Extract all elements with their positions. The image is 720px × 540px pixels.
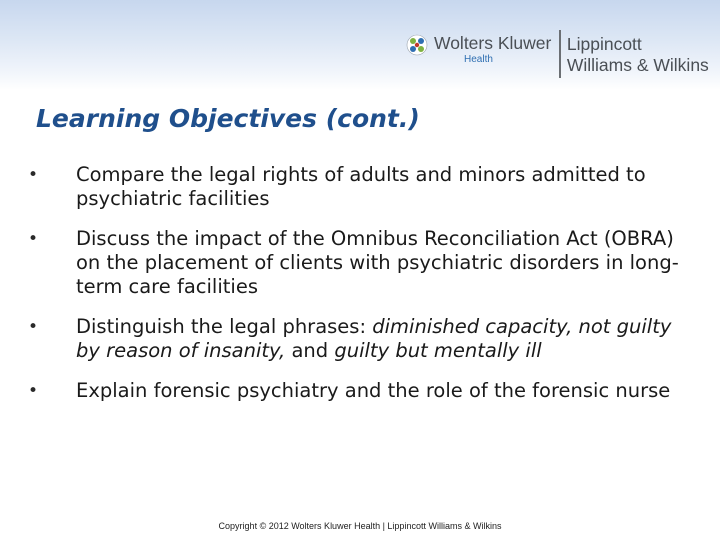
logo-publisher-line1: Lippincott xyxy=(566,34,642,54)
logo-divider xyxy=(559,30,561,78)
list-item xyxy=(0,379,720,403)
list-item-text-middle: and xyxy=(285,339,335,362)
logo-company-name: Wolters Kluwer xyxy=(434,33,552,53)
list-item-text: Explain forensic psychiatry and the role of the forensic nurse xyxy=(76,379,671,402)
list-item-italic-phrase: guilty but mentally ill xyxy=(334,339,542,362)
list-item xyxy=(0,315,720,363)
slide-title: Learning Objectives (cont.) xyxy=(36,104,420,133)
list-item-text-prefix: Distinguish the legal phrases: xyxy=(76,315,373,338)
copyright-footer: Copyright © 2012 Wolters Kluwer Health | Lippincott Williams & Wilkins xyxy=(218,521,502,531)
publisher-logo xyxy=(406,30,709,80)
list-item-text: Discuss the impact of the Omnibus Reconciliation Act (OBRA) on the placement of clients with psychiatric disorders in long-term care facilities xyxy=(76,227,679,298)
list-item xyxy=(0,227,720,299)
bullet-icon: • xyxy=(28,317,39,337)
logo-division: Health xyxy=(464,54,493,65)
logo-publisher-line2: Williams & Wilkins xyxy=(566,55,709,75)
list-item-text xyxy=(76,315,671,362)
bullet-icon: • xyxy=(28,165,39,185)
bullet-icon: • xyxy=(28,381,39,401)
list-item-italic-phrases: diminished capacity, not guilty by reason of insanity, xyxy=(76,315,672,362)
objectives-list xyxy=(0,163,720,419)
logo-publisher xyxy=(567,34,709,76)
list-item-text: Compare the legal rights of adults and minors admitted to psychiatric facilities xyxy=(76,163,646,210)
list-item xyxy=(0,163,720,211)
bullet-icon: • xyxy=(28,229,39,249)
wolters-kluwer-logo-icon xyxy=(406,34,428,56)
